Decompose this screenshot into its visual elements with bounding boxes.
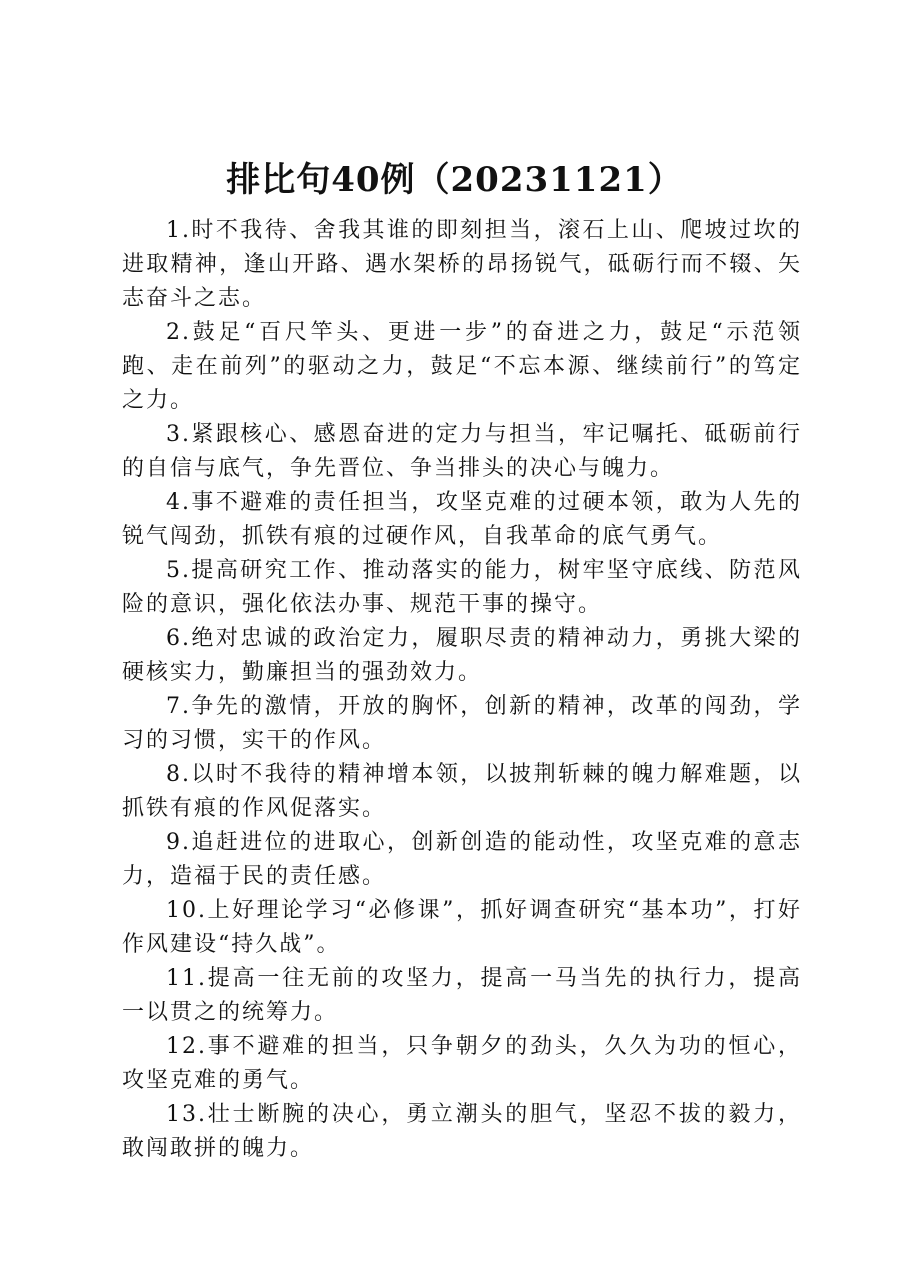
- paragraph-10: 10.上好理论学习“必修课”，抓好调查研究“基本功”，打好作风建设“持久战”。: [122, 898, 802, 957]
- document-title: 排比句40例（20231121）: [226, 160, 683, 200]
- paragraph-12: 12.事不避难的担当，只争朝夕的劲头，久久为功的恒心，攻坚克难的勇气。: [122, 1034, 802, 1093]
- paragraph-7: 7.争先的激情，开放的胸怀，创新的精神，改革的闯劲，学习的习惯，实干的作风。: [122, 694, 802, 753]
- paragraph-6: 6.绝对忠诚的政治定力，履职尽责的精神动力，勇挑大梁的硬核实力，勤廉担当的强劲效力。: [122, 626, 802, 685]
- paragraph-3: 3.紧跟核心、感恩奋进的定力与担当，牢记嘱托、砥砺前行的自信与底气，争先晋位、争当排头的决心与魄力。: [122, 422, 802, 481]
- paragraph-9: 9.追赶进位的进取心，创新创造的能动性，攻坚克难的意志力，造福于民的责任感。: [122, 830, 802, 889]
- paragraph-5: 5.提高研究工作、推动落实的能力，树牢坚守底线、防范风险的意识，强化依法办事、规范干事的操守。: [122, 558, 802, 617]
- paragraph-8: 8.以时不我待的精神增本领，以披荆斩棘的魄力解难题，以抓铁有痕的作风促落实。: [122, 762, 802, 821]
- paragraph-1: 1.时不我待、舍我其谁的即刻担当，滚石上山、爬坡过坎的进取精神，逢山开路、遇水架桥的昂扬锐气，砥砺行而不辍、矢志奋斗之志。: [122, 218, 802, 311]
- paragraph-11: 11.提高一往无前的攻坚力，提高一马当先的执行力，提高一以贯之的统筹力。: [122, 966, 802, 1025]
- paragraph-4: 4.事不避难的责任担当，攻坚克难的过硬本领，敢为人先的锐气闯劲，抓铁有痕的过硬作风，自我革命的底气勇气。: [122, 490, 802, 549]
- paragraph-13: 13.壮士断腕的决心，勇立潮头的胆气，坚忍不拔的毅力，敢闯敢拼的魄力。: [122, 1102, 802, 1161]
- document-body: [122, 214, 802, 1166]
- paragraph-2: 2.鼓足“百尺竿头、更进一步”的奋进之力，鼓足“示范领跑、走在前列”的驱动之力，鼓足“不忘本源、继续前行”的笃定之力。: [122, 320, 802, 413]
